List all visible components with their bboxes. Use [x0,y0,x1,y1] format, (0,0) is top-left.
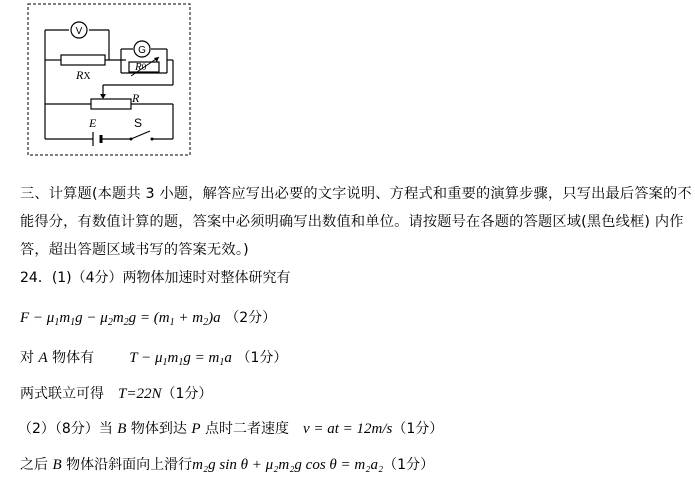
equation-1-body: $F - \mu_1m_1g - \mu_2m_2g = (m_1 + m_2)a$ [20,310,221,328]
switch-label: S [134,116,143,130]
last-line: 之后 B 物体沿斜面向上滑行m₂g sin θ + μ₂m₂g cos θ = m₂a₂（1分） [20,457,435,473]
part-2-line: （2）（8分）当 B 物体到达 P 点时二者速度 v = at = 12m/s（1分） [18,421,444,437]
rx-resistor [61,55,105,65]
r0-label: R [135,61,142,73]
equation-2-body: $T - \mu_1m_1g = m_1a$ [129,350,232,368]
slider-arrow [100,94,106,99]
rheostat-label: R [132,91,140,105]
rheostat [91,99,131,109]
part-2-score: （1分） [392,421,444,437]
result-score: （1分） [161,386,213,402]
circuit-diagram [27,3,191,156]
section-instructions-line-2: 能得分，有数值计算的题，答案中必须明确写出数值和单位。请按题号在各题的答题区域(黑色线框) 内作 [20,214,684,230]
equation-1-score: （2分） [225,310,277,326]
object-a-line: 对 A 物体有 $T - \mu_1m_1g = m_1a$ （1分） [20,350,288,368]
equation-2-score: （1分） [236,350,288,366]
dashed-frame [28,4,190,155]
rx-subscript: X [83,71,91,82]
r0-subscript: 0 [141,62,147,72]
incline-equation: m₂g sin θ + μ₂m₂g cos θ = m₂a₂ [192,457,384,473]
equation-1 [20,308,276,333]
velocity-equation: v = at = 12m/s [302,421,393,437]
result-value: T=22N [118,386,162,402]
section-instructions-line-1: 三、计算题(本题共 3 小题，解答应写出必要的文字说明、方程式和重要的演算步骤，只写出最后答案的不 [20,186,692,202]
emf-label: E [89,116,97,130]
voltmeter-label: V [75,26,83,37]
rx-label: R [76,68,84,82]
result-line: 两式联立可得 T=22N（1分） [20,386,213,402]
galvanometer-label: G [138,45,146,56]
switch-symbol [131,131,150,139]
svg-text:R0 [134,61,147,73]
q24-intro: 24．(1)（4分）两物体加速时对整体研究有 [20,270,291,286]
svg-text:RX [75,68,91,82]
last-score: （1分） [383,457,435,473]
section-instructions-line-3: 答，超出答题区域书写的答案无效。) [20,242,249,258]
